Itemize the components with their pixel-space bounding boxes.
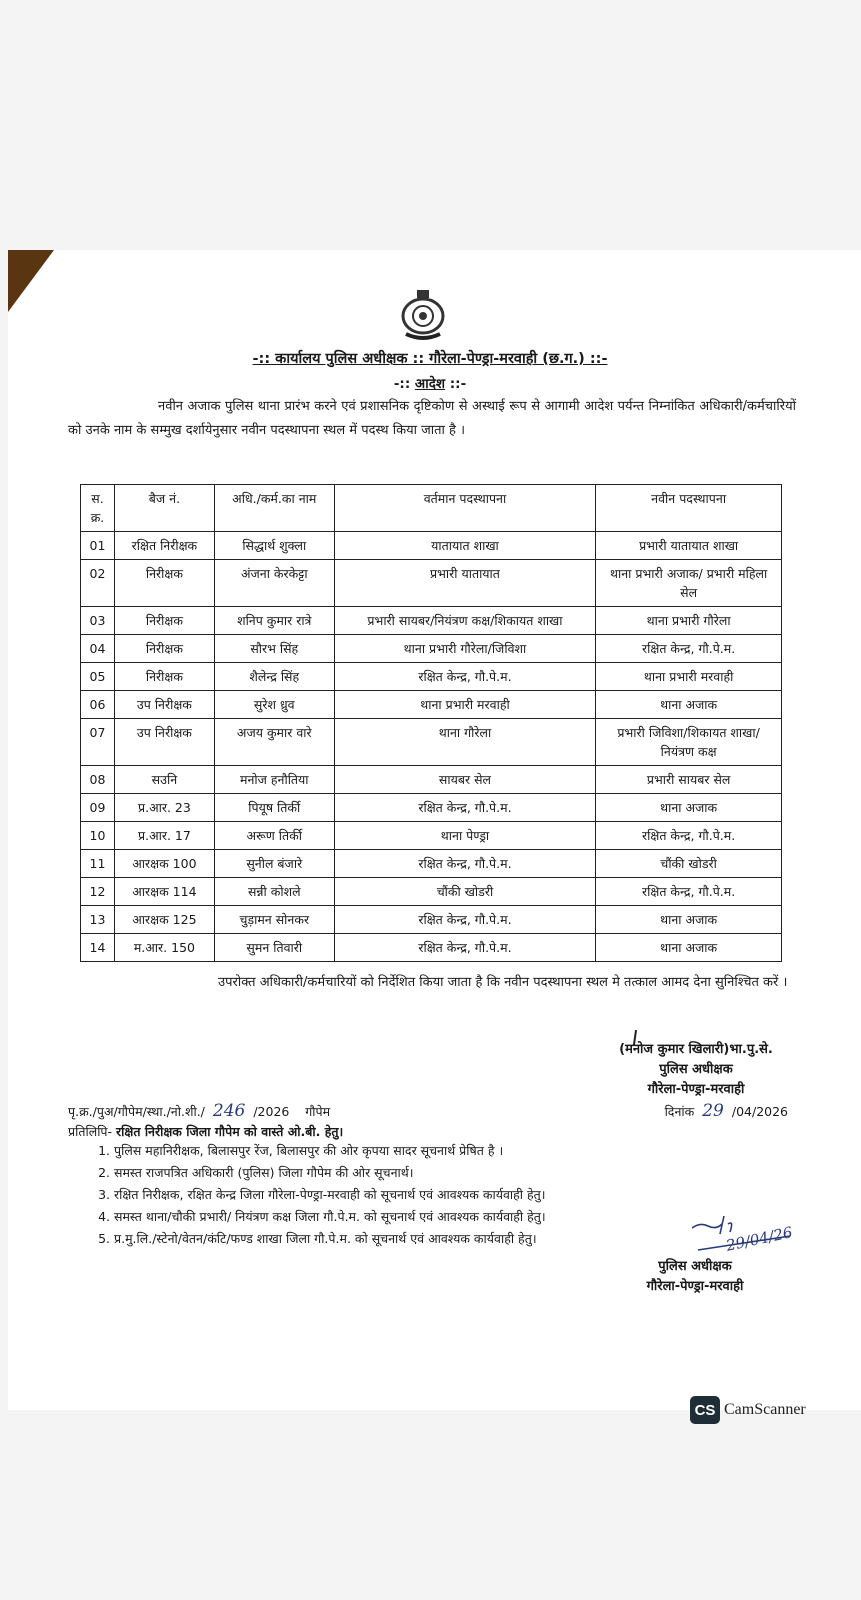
table-row	[81, 691, 782, 719]
cell-badge: रक्षित निरीक्षक	[114, 532, 214, 560]
cell-serial: 09	[81, 794, 115, 822]
cell-current-posting: प्रभारी यातायात	[334, 560, 596, 607]
camscanner-logo-icon: CS	[690, 1396, 720, 1424]
cell-badge: आरक्षक 100	[114, 850, 214, 878]
footer-designation: पुलिस अधीक्षक	[658, 1259, 732, 1274]
handwritten-initials	[690, 1206, 810, 1256]
postings-table	[80, 484, 782, 962]
cell-current-posting: सायबर सेल	[334, 766, 596, 794]
cell-badge: आरक्षक 114	[114, 878, 214, 906]
cell-new-posting: रक्षित केन्द्र, गौ.पे.म.	[596, 635, 782, 663]
copy-to-item: 1. पुलिस महानिरीक्षक, बिलासपुर रेंज, बिलासपुर की ओर कृपया सादर सूचनार्थ प्रेषित है ।	[114, 1140, 694, 1162]
police-emblem-icon	[398, 288, 448, 344]
header-serial: स. क्र.	[81, 485, 115, 532]
order-prefix: -::	[393, 376, 411, 392]
cell-badge: प्र.आर. 17	[114, 822, 214, 850]
header-name: अधि./कर्म.का नाम	[214, 485, 334, 532]
cell-new-posting: थाना अजाक	[596, 691, 782, 719]
signatory-name: (मनोज कुमार खिलारी)भा.पु.से.	[619, 1042, 773, 1057]
camscanner-text: CamScanner	[724, 1401, 806, 1418]
cell-current-posting: थाना प्रभारी गौरेला/जिविशा	[334, 635, 596, 663]
cell-name: सुनील बंजारे	[214, 850, 334, 878]
copy-to-item: 5. प्र.मु.लि./स्टेनो/वेतन/कंटि/फण्ड शाखा जिला गौ.पे.म. को सूचनार्थ एवं आवश्यक कार्यवाही हेतु।	[114, 1228, 694, 1250]
cell-badge: निरीक्षक	[114, 607, 214, 635]
cell-current-posting: थाना गौरेला	[334, 719, 596, 766]
cell-new-posting: थाना प्रभारी मरवाही	[596, 663, 782, 691]
copy-to-item: 2. समस्त राजपत्रित अधिकारी (पुलिस) जिला गौपेम की ओर सूचनार्थ।	[114, 1162, 694, 1184]
cell-badge: सउनि	[114, 766, 214, 794]
cell-serial: 07	[81, 719, 115, 766]
copy-to-list	[96, 1140, 694, 1250]
cell-badge: उप निरीक्षक	[114, 719, 214, 766]
cell-name: शैलेन्द्र सिंह	[214, 663, 334, 691]
cell-serial: 02	[81, 560, 115, 607]
cell-badge: निरीक्षक	[114, 663, 214, 691]
cell-current-posting: रक्षित केन्द्र, गौ.पे.म.	[334, 906, 596, 934]
cell-badge: उप निरीक्षक	[114, 691, 214, 719]
cell-new-posting: प्रभारी यातायात शाखा	[596, 532, 782, 560]
cell-name: अरूण तिर्की	[214, 822, 334, 850]
cell-new-posting: थाना प्रभारी अजाक/ प्रभारी महिला सेल	[596, 560, 782, 607]
office-title: -:: कार्यालय पुलिस अधीक्षक :: गौरेला-पेण्ड्रा-मरवाही (छ.ग.) ::-	[252, 351, 608, 367]
header-badge: बैज नं.	[114, 485, 214, 532]
order-title	[360, 374, 500, 392]
cell-new-posting: थाना अजाक	[596, 906, 782, 934]
order-suffix: ::-	[449, 376, 467, 392]
signatory-designation: पुलिस अधीक्षक	[659, 1062, 733, 1077]
copy-to-primary: रक्षित निरीक्षक जिला गौपेम को वास्ते ओ.बी. हेतु।	[116, 1124, 344, 1139]
cell-current-posting: थाना प्रभारी मरवाही	[334, 691, 596, 719]
cell-new-posting: रक्षित केन्द्र, गौ.पे.म.	[596, 878, 782, 906]
footer-signature	[610, 1257, 780, 1297]
cell-name: सुमन तिवारी	[214, 934, 334, 962]
header-new-posting: नवीन पदस्थापना	[596, 485, 782, 532]
table-row	[81, 822, 782, 850]
page-corner-fold	[8, 250, 54, 312]
reference-prefix: पृ.क्र./पुअ/गौपेम/स्था./नो.शी./	[68, 1104, 205, 1119]
cell-serial: 11	[81, 850, 115, 878]
cell-name: सिद्धार्थ शुक्ला	[214, 532, 334, 560]
table-row	[81, 794, 782, 822]
initials-date: 29/04/26	[724, 1223, 795, 1255]
copy-to-item: 4. समस्त थाना/चौकी प्रभारी/ नियंत्रण कक्ष जिला गौ.पे.म. को सूचनार्थ एवं आवश्यक कार्यवाही हेतु।	[114, 1206, 694, 1228]
cell-current-posting: रक्षित केन्द्र, गौ.पे.म.	[334, 850, 596, 878]
table-row	[81, 719, 782, 766]
cell-new-posting: थाना अजाक	[596, 934, 782, 962]
table-header-row	[81, 485, 782, 532]
cell-name: अजय कुमार वारे	[214, 719, 334, 766]
reference-number	[68, 1101, 330, 1121]
cell-serial: 05	[81, 663, 115, 691]
signature-block	[596, 1040, 796, 1100]
cell-serial: 08	[81, 766, 115, 794]
table-row	[81, 766, 782, 794]
cell-badge: प्र.आर. 23	[114, 794, 214, 822]
cell-new-posting: थाना प्रभारी गौरेला	[596, 607, 782, 635]
cell-badge: म.आर. 150	[114, 934, 214, 962]
cell-current-posting: थाना पेण्ड्रा	[334, 822, 596, 850]
date-label: दिनांक	[664, 1104, 695, 1119]
cell-new-posting: थाना अजाक	[596, 794, 782, 822]
cell-new-posting: चौंकी खोडरी	[596, 850, 782, 878]
cell-name: चुड़ामन सोनकर	[214, 906, 334, 934]
table-row	[81, 532, 782, 560]
signatory-district: गौरेला-पेण्ड्रा-मरवाही	[647, 1082, 745, 1097]
cell-current-posting: यातायात शाखा	[334, 532, 596, 560]
cell-serial: 10	[81, 822, 115, 850]
cell-badge: निरीक्षक	[114, 635, 214, 663]
cell-name: सौरभ सिंह	[214, 635, 334, 663]
table-row	[81, 850, 782, 878]
cell-new-posting: प्रभारी जिविशा/शिकायत शाखा/ नियंत्रण कक्ष	[596, 719, 782, 766]
date-handwritten-day: 29	[702, 1101, 724, 1121]
closing-paragraph: उपरोक्त अधिकारी/कर्मचारियों को निर्देशित किया जाता है कि नवीन पदस्थापना स्थल मे तत्काल आमद देना सुनिश्चित करें ।	[218, 975, 788, 990]
cell-serial: 14	[81, 934, 115, 962]
copy-to-item: 3. रक्षित निरीक्षक, रक्षित केन्द्र जिला गौरेला-पेण्ड्रा-मरवाही को सूचनार्थ एवं आवश्यक कार्यवाही हेतु।	[114, 1184, 694, 1206]
date-rest: /04/2026	[731, 1104, 788, 1119]
reference-date	[665, 1101, 788, 1121]
cell-name: पियूष तिर्की	[214, 794, 334, 822]
copy-to-heading	[68, 1123, 768, 1140]
cell-serial: 01	[81, 532, 115, 560]
table-row	[81, 878, 782, 906]
cell-new-posting: प्रभारी सायबर सेल	[596, 766, 782, 794]
cell-current-posting: रक्षित केन्द्र, गौ.पे.म.	[334, 794, 596, 822]
reference-place: गौपेम	[305, 1104, 331, 1119]
cell-name: अंजना केरकेट्टा	[214, 560, 334, 607]
cell-new-posting: रक्षित केन्द्र, गौ.पे.म.	[596, 822, 782, 850]
cell-serial: 13	[81, 906, 115, 934]
table-row	[81, 560, 782, 607]
copy-to-label: प्रतिलिपि-	[68, 1124, 113, 1139]
cell-serial: 12	[81, 878, 115, 906]
table-row	[81, 934, 782, 962]
cell-badge: आरक्षक 125	[114, 906, 214, 934]
cell-current-posting: प्रभारी सायबर/नियंत्रण कक्ष/शिकायत शाखा	[334, 607, 596, 635]
footer-district: गौरेला-पेण्ड्रा-मरवाही	[646, 1279, 744, 1294]
table-row	[81, 607, 782, 635]
cell-current-posting: रक्षित केन्द्र, गौ.पे.म.	[334, 663, 596, 691]
cell-current-posting: रक्षित केन्द्र, गौ.पे.म.	[334, 934, 596, 962]
reference-year: /2026	[253, 1104, 290, 1119]
table-row	[81, 906, 782, 934]
cell-name: शनिप कुमार रात्रे	[214, 607, 334, 635]
cell-name: सन्नी कोशले	[214, 878, 334, 906]
order-title-text: आदेश	[414, 376, 446, 392]
header-current-posting: वर्तमान पदस्थापना	[334, 485, 596, 532]
cell-serial: 04	[81, 635, 115, 663]
cell-current-posting: चौंकी खोडरी	[334, 878, 596, 906]
cell-name: सुरेश ध्रुव	[214, 691, 334, 719]
table-row	[81, 635, 782, 663]
cell-serial: 06	[81, 691, 115, 719]
cell-serial: 03	[81, 607, 115, 635]
cell-name: मनोज हनौतिया	[214, 766, 334, 794]
table-row	[81, 663, 782, 691]
camscanner-watermark	[690, 1396, 806, 1424]
reference-handwritten-number: 246	[212, 1101, 246, 1121]
intro-paragraph: नवीन अजाक पुलिस थाना प्रारंभ करने एवं प्रशासनिक दृष्टिकोण से अस्थाई रूप से आगामी आदेश पर्यन्त निम्नांकित अधिकारी/कर्मचारियों को उनके नाम के सम्मुख दर्शायेनुसार नवीन पदस्थापना स्थल में पदस्थ किया जाता है ।	[68, 399, 796, 438]
cell-badge: निरीक्षक	[114, 560, 214, 607]
